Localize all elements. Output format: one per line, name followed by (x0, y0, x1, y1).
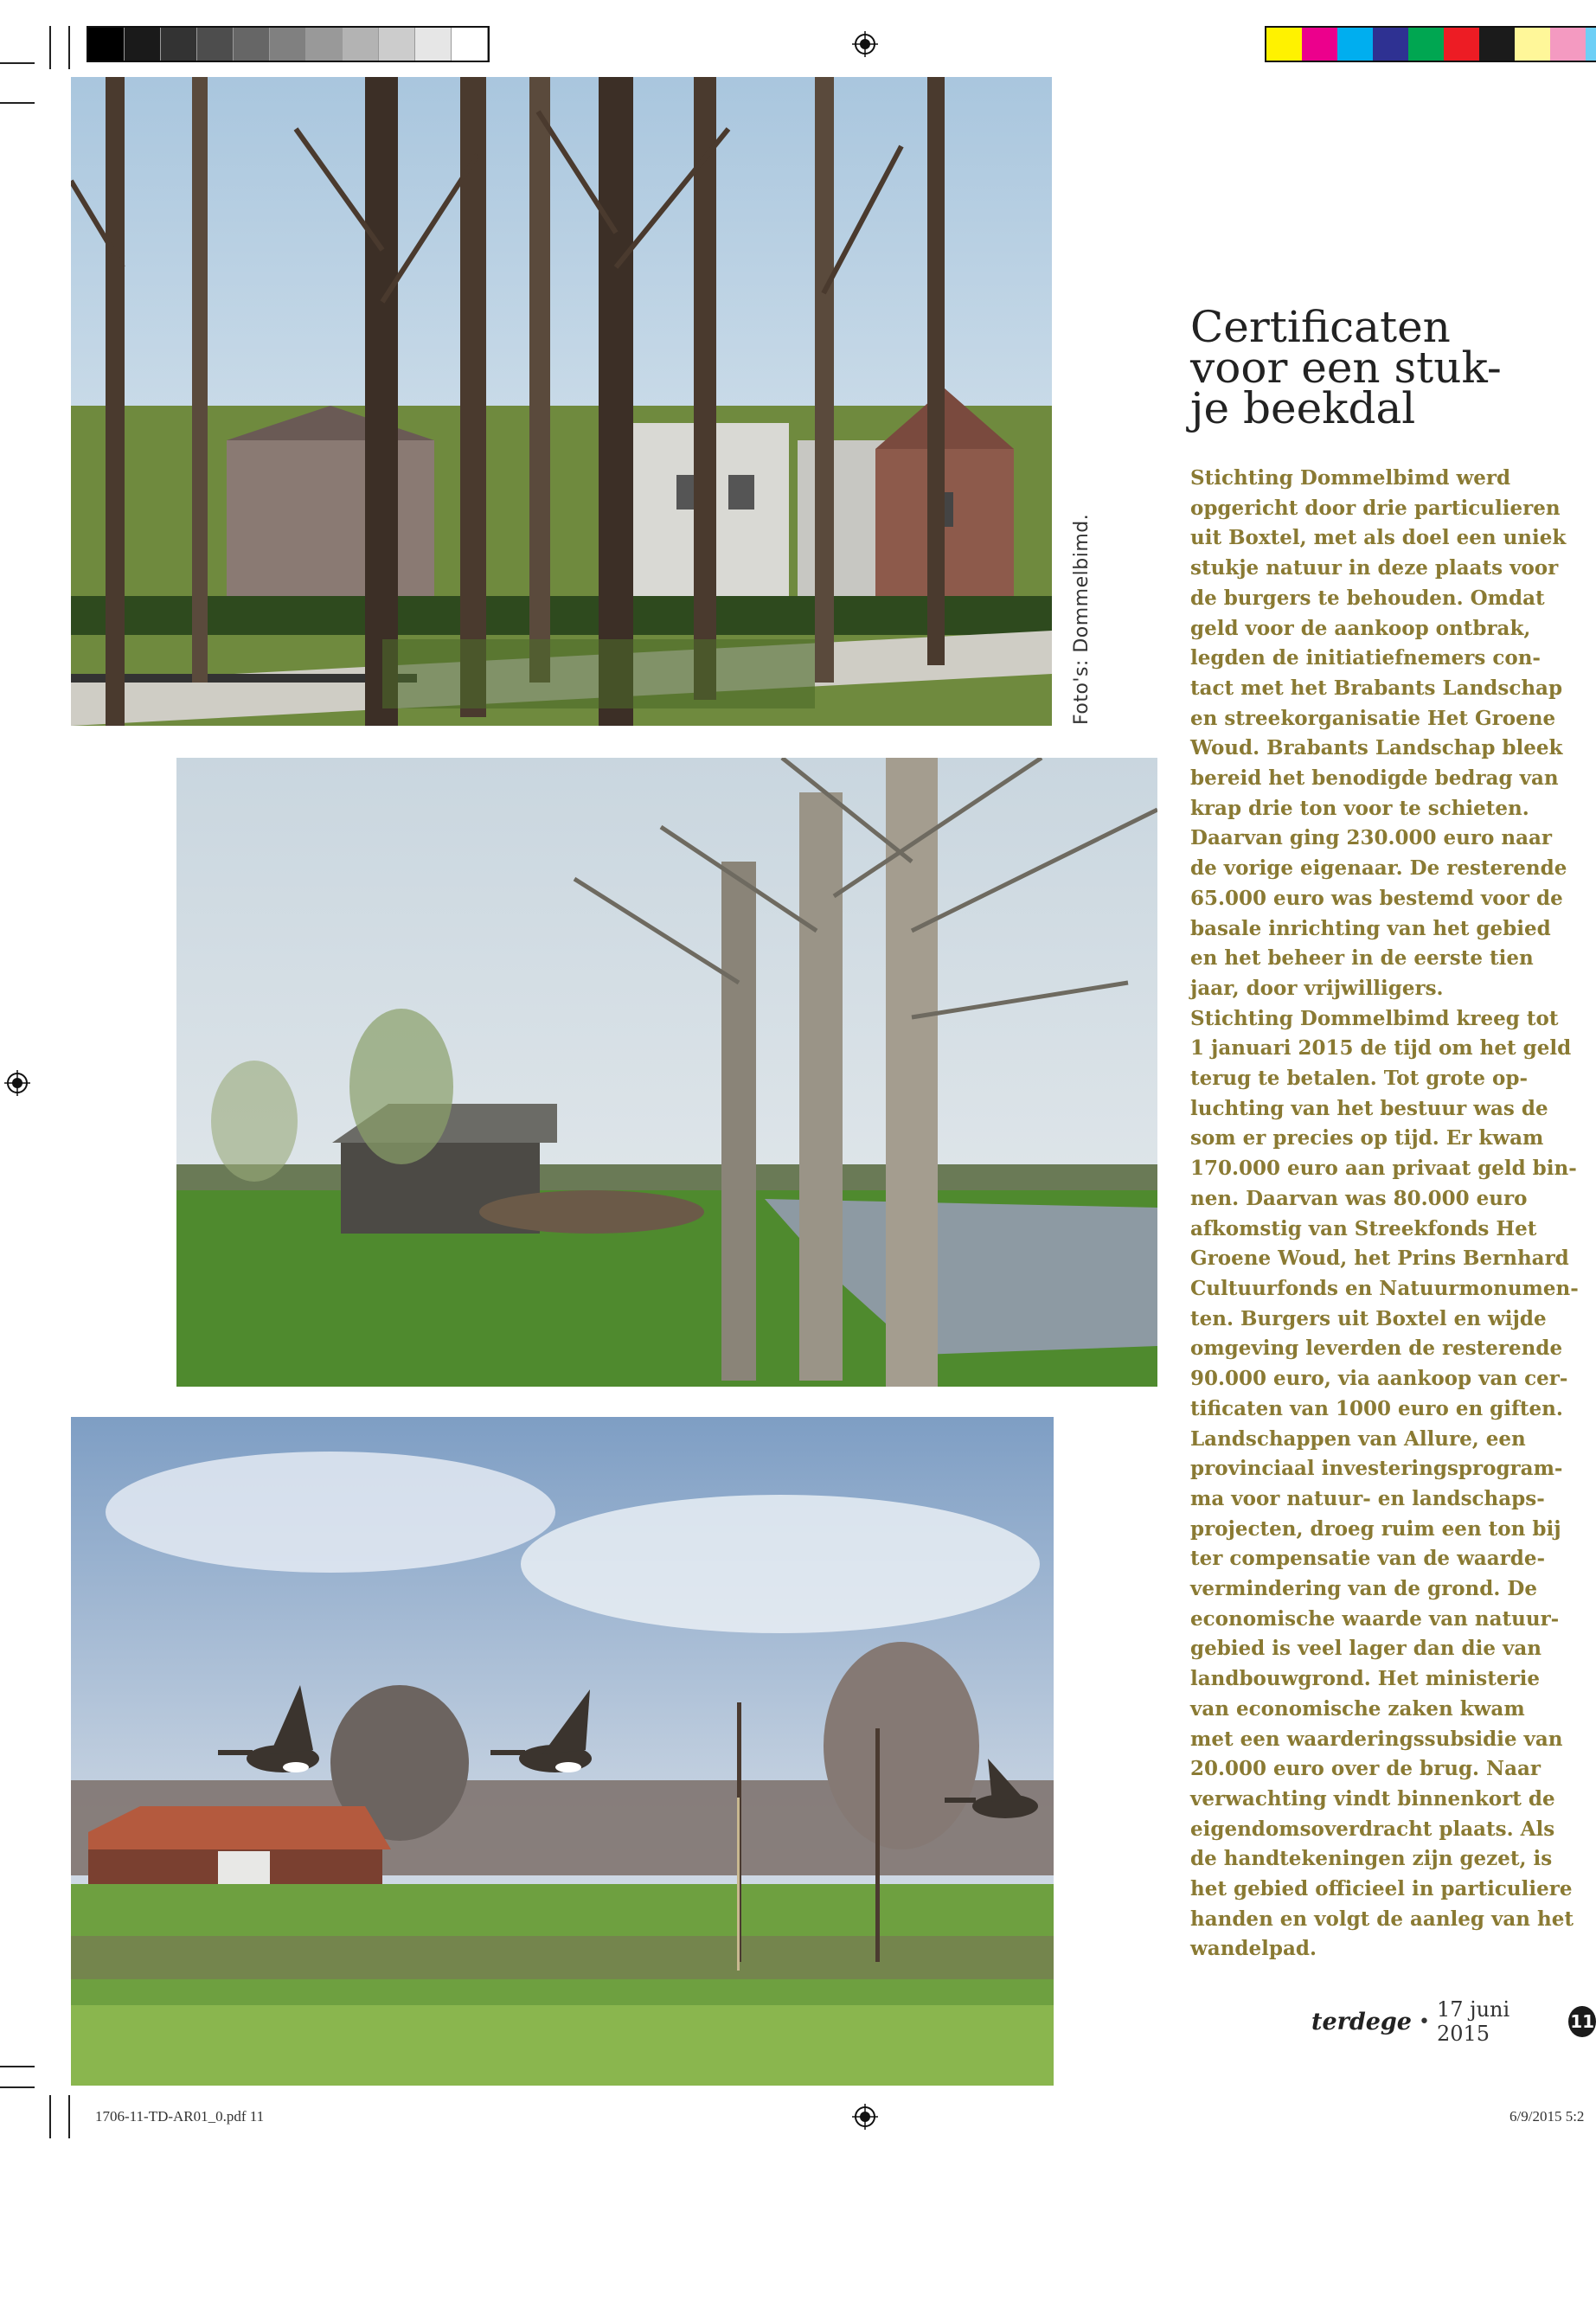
page-number: 11 (1568, 2006, 1596, 2037)
color-swatch (1586, 28, 1596, 61)
body-line: opgericht door drie particulieren (1190, 496, 1561, 520)
color-calibration-bar (1265, 26, 1596, 62)
registration-mark-icon (852, 2104, 878, 2130)
body-line: Landschappen van Allure, een (1190, 1426, 1526, 1451)
body-line: vermindering van de grond. De (1190, 1577, 1537, 1601)
body-line: Groene Woud, het Prins Bernhard (1190, 1247, 1569, 1271)
body-line: ten. Burgers uit Boxtel en wijde (1190, 1306, 1547, 1330)
body-line: 1 januari 2015 de tijd om het geld (1190, 1036, 1572, 1061)
body-line: landbouwgrond. Het ministerie (1190, 1667, 1540, 1691)
body-line: stukje natuur in deze plaats voor (1190, 556, 1559, 580)
color-swatch (1302, 28, 1337, 61)
grey-swatch (234, 28, 270, 61)
grey-swatch (379, 28, 415, 61)
body-line: Stichting Dommelbimd werd (1190, 466, 1511, 490)
body-line: uit Boxtel, met als doel een uniek (1190, 526, 1567, 550)
magazine-brand: terdege (1311, 2008, 1412, 2035)
body-line: Cultuurfonds en Natuurmonumen- (1190, 1276, 1579, 1300)
color-swatch (1479, 28, 1515, 61)
body-line: tact met het Brabants Landschap (1190, 676, 1563, 700)
body-line: de burgers te behouden. Omdat (1190, 586, 1545, 610)
crop-mark (49, 2095, 51, 2138)
body-line: handen en volgt de aanleg van het (1190, 1907, 1574, 1931)
body-line: luchting van het bestuur was de (1190, 1096, 1548, 1120)
grey-swatch (415, 28, 452, 61)
color-swatch (1550, 28, 1586, 61)
body-line: en streekorganisatie Het Groene (1190, 706, 1556, 730)
body-line: economische waarde van natuur- (1190, 1606, 1560, 1631)
body-line: Stichting Dommelbimd kreeg tot (1190, 1006, 1559, 1030)
body-line: krap drie ton voor te schieten. (1190, 796, 1529, 820)
crop-mark (0, 2066, 35, 2067)
body-line: van economische zaken kwam (1190, 1696, 1525, 1721)
body-line: de handtekeningen zijn gezet, is (1190, 1847, 1553, 1871)
registration-mark-icon (4, 1070, 30, 1096)
body-line: provinciaal investeringsprogram- (1190, 1457, 1563, 1481)
color-swatch (1266, 28, 1302, 61)
grey-swatch (306, 28, 343, 61)
color-swatch (1408, 28, 1444, 61)
crop-mark (49, 26, 51, 69)
issue-date: 17 juni 2015 (1436, 1997, 1510, 2046)
body-line: verwachting vindt binnenkort de (1190, 1786, 1555, 1811)
title-line: Certificaten (1190, 302, 1451, 352)
body-line: gebied is veel lager dan die van (1190, 1637, 1542, 1661)
photo-credit: Foto's: Dommelbimd. (1071, 513, 1093, 725)
color-swatch (1444, 28, 1479, 61)
body-line: eigendomsoverdracht plaats. Als (1190, 1817, 1555, 1841)
crop-mark (0, 2086, 35, 2088)
page-footer (1311, 1997, 1596, 2046)
body-line: projecten, droeg ruim een ton bij (1190, 1516, 1561, 1541)
grey-swatch (343, 28, 379, 61)
crop-mark (68, 26, 70, 69)
geese-over-field-photo (71, 1417, 1054, 2086)
body-line: 170.000 euro aan privaat geld bin- (1190, 1157, 1577, 1181)
barn-pond-poplars-photo (176, 758, 1157, 1387)
body-line: 20.000 euro over de brug. Naar (1190, 1757, 1542, 1781)
body-line: geld voor de aankoop ontbrak, (1190, 616, 1531, 640)
registration-mark-icon (852, 31, 878, 57)
title-line: je beekdal (1190, 383, 1416, 433)
body-line: het gebied officieel in particuliere (1190, 1877, 1573, 1901)
color-swatch (1515, 28, 1550, 61)
grey-swatch (125, 28, 161, 61)
body-line: terug te betalen. Tot grote op- (1190, 1067, 1529, 1091)
body-line: legden de initiatiefnemers con- (1190, 646, 1541, 670)
body-line: 90.000 euro, via aankoop van cer- (1190, 1367, 1568, 1391)
crop-mark (0, 102, 35, 104)
color-swatch (1337, 28, 1373, 61)
castle-and-trees-photo (71, 77, 1052, 726)
body-line: met een waarderingssubsidie van (1190, 1727, 1563, 1751)
body-line: jaar, door vrijwilligers. (1190, 976, 1444, 1000)
body-line: en het beheer in de eerste tien (1190, 946, 1534, 971)
crop-mark (0, 62, 35, 64)
article-body (1190, 464, 1579, 1965)
body-line: Woud. Brabants Landschap bleek (1190, 736, 1563, 760)
body-line: Daarvan ging 230.000 euro naar (1190, 826, 1552, 850)
body-line: ter compensatie van de waarde- (1190, 1547, 1546, 1571)
grey-swatch (88, 28, 125, 61)
print-slug-timestamp: 6/9/2015 5:2 (1509, 2108, 1585, 2125)
grey-calibration-bar (87, 26, 490, 62)
footer-separator: • (1419, 2010, 1430, 2033)
title-line: voor een stuk- (1190, 343, 1502, 393)
grey-swatch (197, 28, 234, 61)
body-line: basale inrichting van het gebied (1190, 916, 1551, 940)
body-line: bereid het benodigde bedrag van (1190, 766, 1559, 791)
body-line: tificaten van 1000 euro en giften. (1190, 1396, 1563, 1420)
grey-swatch (161, 28, 197, 61)
body-line: 65.000 euro was bestemd voor de (1190, 886, 1563, 910)
grey-swatch (270, 28, 306, 61)
crop-mark (68, 2095, 70, 2138)
body-line: som er precies op tijd. Er kwam (1190, 1126, 1544, 1150)
article-title (1190, 302, 1571, 433)
body-line: wandelpad. (1190, 1937, 1317, 1961)
body-line: afkomstig van Streekfonds Het (1190, 1216, 1537, 1240)
body-line: ma voor natuur- en landschaps- (1190, 1486, 1545, 1510)
body-line: de vorige eigenaar. De resterende (1190, 856, 1567, 881)
body-line: omgeving leverden de resterende (1190, 1336, 1563, 1361)
print-slug-file: 1706-11-TD-AR01_0.pdf 11 (95, 2108, 265, 2125)
grey-swatch (452, 28, 488, 61)
color-swatch (1373, 28, 1408, 61)
body-line: nen. Daarvan was 80.000 euro (1190, 1186, 1528, 1210)
